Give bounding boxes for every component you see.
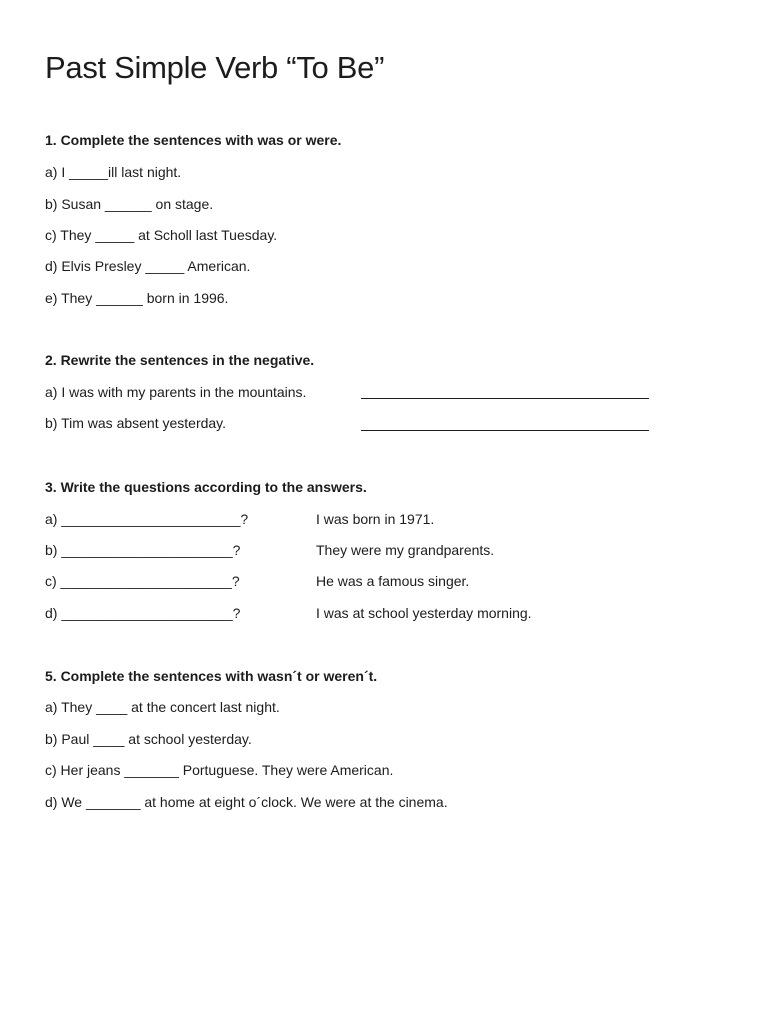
section-5-item: b) Paul ____ at school yesterday. (45, 731, 252, 747)
answer-text: I was born in 1971. (316, 511, 435, 527)
section-5-item: c) Her jeans _______ Portuguese. They were American. (45, 762, 394, 778)
section-3-heading: 3. Write the questions according to the answers. (45, 479, 367, 495)
section-1-heading: 1. Complete the sentences with was or were. (45, 132, 342, 148)
section-1-item: b) Susan ______ on stage. (45, 196, 214, 212)
section-1-item: a) I _____ill last night. (45, 164, 182, 180)
section-1-item: c) They _____ at Scholl last Tuesday. (45, 227, 278, 243)
question-blank: a) _______________________? (45, 511, 249, 527)
answer-text: They were my grandparents. (316, 542, 495, 558)
section-1-item: d) Elvis Presley _____ American. (45, 258, 251, 274)
question-blank: d) ______________________? (45, 605, 241, 621)
answer-blank-line (361, 430, 649, 431)
answer-blank-line (361, 398, 649, 399)
question-blank: c) ______________________? (45, 573, 240, 589)
section-2-item: a) I was with my parents in the mountains. (45, 384, 307, 400)
section-2-item: b) Tim was absent yesterday. (45, 415, 227, 431)
section-5-item: d) We _______ at home at eight o´clock. We were at the cinema. (45, 794, 448, 810)
page-title: Past Simple Verb “To Be” (45, 50, 385, 85)
answer-text: He was a famous singer. (316, 573, 470, 589)
question-blank: b) ______________________? (45, 542, 241, 558)
section-1-item: e) They ______ born in 1996. (45, 290, 229, 306)
section-5-heading: 5. Complete the sentences with wasn´t or weren´t. (45, 668, 378, 684)
section-5-item: a) They ____ at the concert last night. (45, 699, 280, 715)
section-2-heading: 2. Rewrite the sentences in the negative. (45, 352, 315, 368)
answer-text: I was at school yesterday morning. (316, 605, 532, 621)
